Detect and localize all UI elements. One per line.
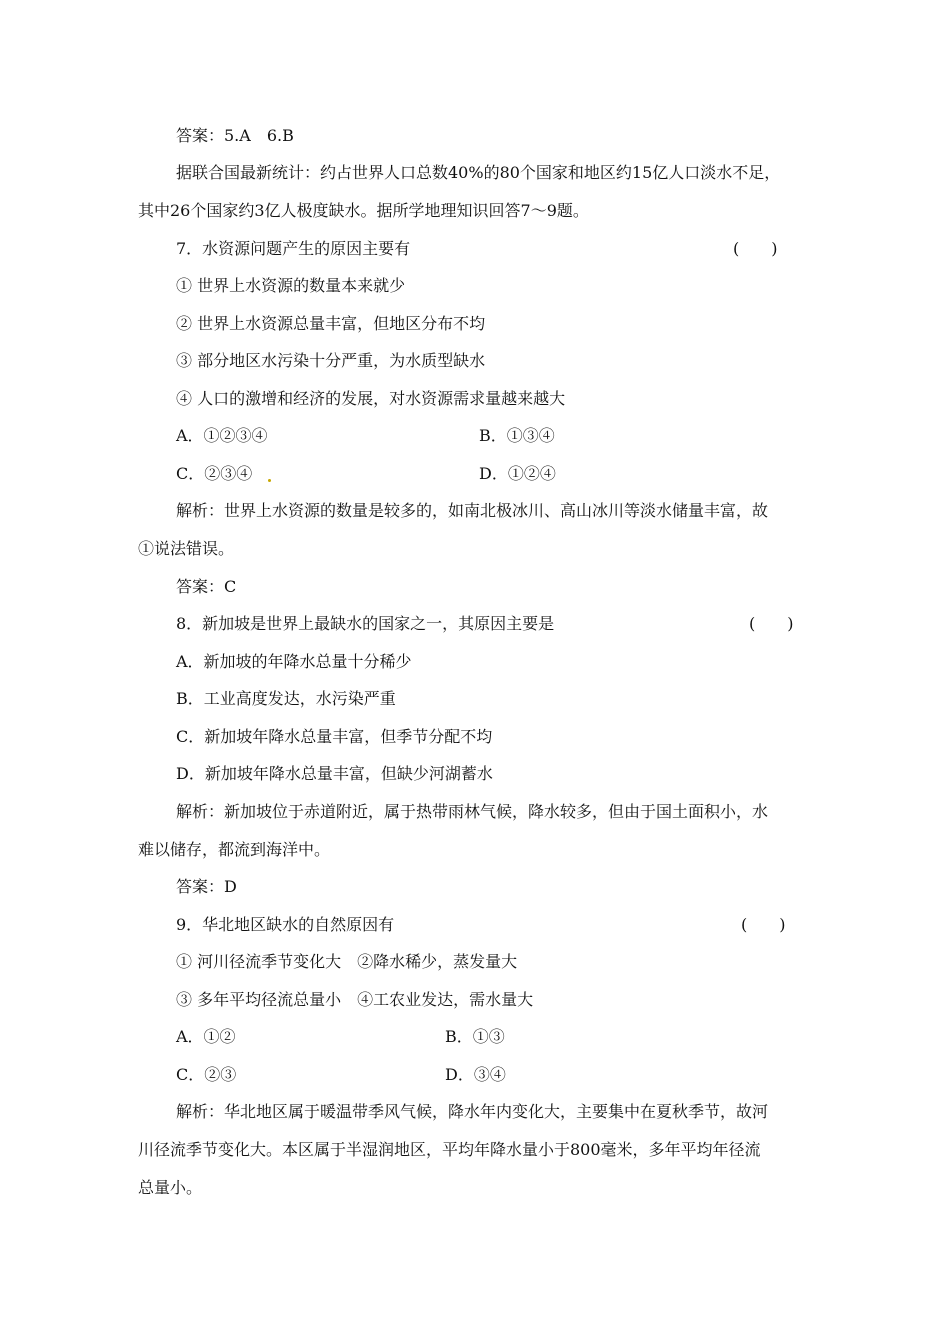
q9-option-d: D．③④ bbox=[445, 1065, 506, 1084]
q8-option-b: B．工业高度发达，水污染严重 bbox=[176, 689, 396, 708]
q8-answer: 答案：D bbox=[176, 877, 237, 896]
question-8: 8．新加坡是世界上最缺水的国家之一，其原因主要是 bbox=[176, 614, 555, 633]
q9-explanation-3: 总量小。 bbox=[138, 1178, 203, 1197]
question-7: 7．水资源问题产生的原因主要有 bbox=[176, 239, 411, 258]
q7-statement-2: ② 世界上水资源总量丰富，但地区分布不均 bbox=[176, 314, 486, 333]
q8-explanation-2: 难以储存，都流到海洋中。 bbox=[138, 840, 331, 859]
q7-statement-1: ① 世界上水资源的数量本来就少 bbox=[176, 276, 406, 295]
question-9-answer-blank: ( ) bbox=[741, 915, 786, 934]
q9-statements-3-4: ③ 多年平均径流总量小 ④工农业发达，需水量大 bbox=[176, 990, 534, 1009]
question-8-answer-blank: ( ) bbox=[749, 614, 794, 633]
q9-explanation-2: 川径流季节变化大。本区属于半湿润地区，平均年降水量小于800毫米，多年平均年径流 bbox=[138, 1140, 761, 1159]
q7-option-b: B．①③④ bbox=[479, 426, 555, 445]
intro-line-2: 其中26个国家约3亿人极度缺水。据所学地理知识回答7～9题。 bbox=[138, 201, 589, 220]
q7-option-c: C．②③④ bbox=[176, 464, 253, 483]
q7-statement-3: ③ 部分地区水污染十分严重，为水质型缺水 bbox=[176, 351, 486, 370]
q7-option-d: D．①②④ bbox=[479, 464, 556, 483]
answer-5-6: 答案：5.A 6.B bbox=[176, 126, 294, 145]
question-7-answer-blank: ( ) bbox=[733, 239, 778, 258]
q9-option-b: B．①③ bbox=[445, 1027, 505, 1046]
q7-explanation-2: ①说法错误。 bbox=[138, 539, 235, 558]
q8-option-a: A．新加坡的年降水总量十分稀少 bbox=[176, 652, 412, 671]
q8-explanation-1: 解析：新加坡位于赤道附近，属于热带雨林气候，降水较多，但由于国土面积小，水 bbox=[176, 802, 769, 821]
intro-line-1: 据联合国最新统计：约占世界人口总数40%的80个国家和地区约15亿人口淡水不足， bbox=[176, 163, 781, 182]
q8-option-c: C．新加坡年降水总量丰富，但季节分配不均 bbox=[176, 727, 493, 746]
q7-answer: 答案：C bbox=[176, 577, 237, 596]
q8-option-d: D．新加坡年降水总量丰富，但缺少河湖蓄水 bbox=[176, 764, 493, 783]
q9-option-c: C．②③ bbox=[176, 1065, 237, 1084]
stray-mark bbox=[268, 479, 271, 482]
q9-statements-1-2: ① 河川径流季节变化大 ②降水稀少，蒸发量大 bbox=[176, 952, 518, 971]
q9-option-a: A．①② bbox=[176, 1027, 236, 1046]
q7-option-a: A．①②③④ bbox=[176, 426, 268, 445]
q9-explanation-1: 解析：华北地区属于暖温带季风气候，降水年内变化大，主要集中在夏秋季节，故河 bbox=[176, 1102, 769, 1121]
q7-explanation-1: 解析：世界上水资源的数量是较多的，如南北极冰川、高山冰川等淡水储量丰富，故 bbox=[176, 501, 769, 520]
question-9: 9．华北地区缺水的自然原因有 bbox=[176, 915, 395, 934]
q7-statement-4: ④ 人口的激增和经济的发展，对水资源需求量越来越大 bbox=[176, 389, 566, 408]
